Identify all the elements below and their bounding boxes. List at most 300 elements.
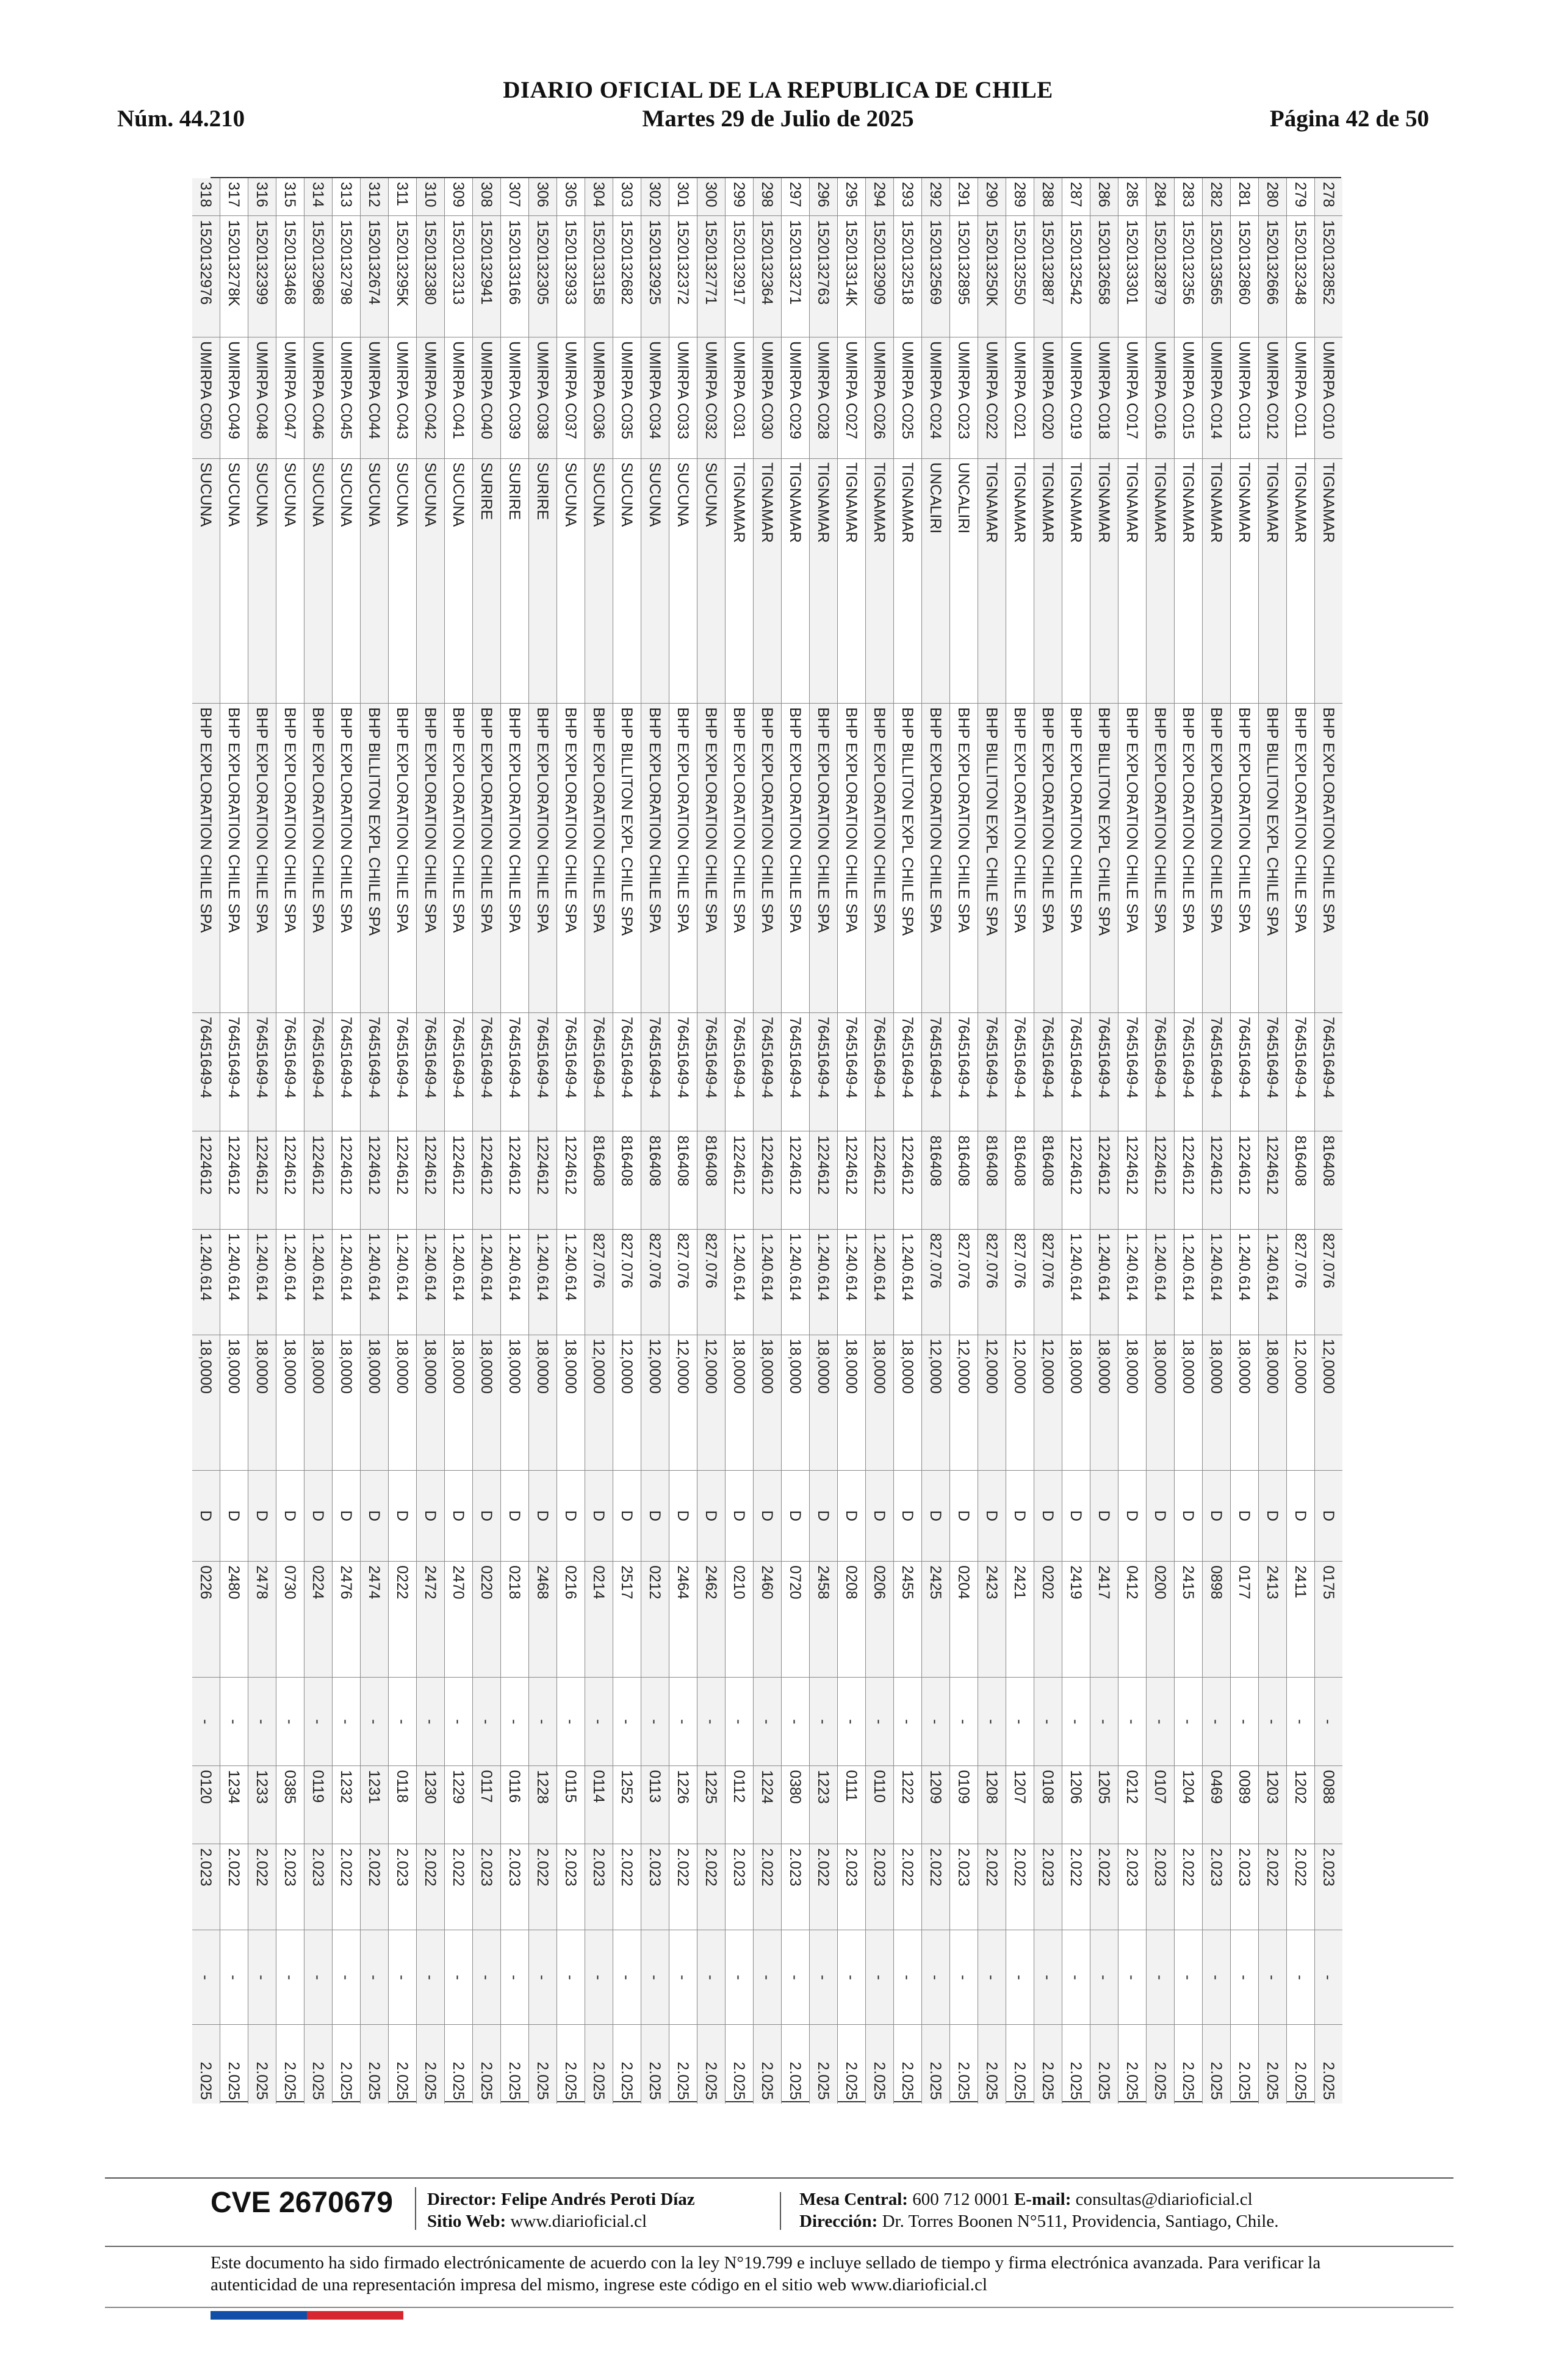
- cell-year-a: 2.022: [1259, 1844, 1287, 1930]
- table-row: [1259, 178, 1287, 2104]
- cell-type-code: D: [866, 1470, 894, 1561]
- cell-row-number: 283: [1175, 178, 1203, 216]
- cell-amount-a: 1224612: [220, 1131, 248, 1229]
- cell-dash-b: -: [333, 1930, 361, 2025]
- cell-owner-name: BHP EXPLORATION CHILE SPA: [1062, 704, 1090, 1013]
- table-row: [1090, 178, 1118, 2104]
- cell-rol-nacional: 1520133166: [501, 216, 529, 337]
- cell-concession-name: UMIRPA C033: [669, 337, 697, 459]
- cell-number-b: 1252: [613, 1766, 641, 1844]
- cell-number-b: 1228: [529, 1766, 557, 1844]
- cell-rol-nacional: 1520132364: [754, 216, 782, 337]
- cell-owner-rut: 76451649-4: [810, 1013, 838, 1131]
- cell-year-a: 2.023: [1203, 1844, 1231, 1930]
- cell-concession-name: UMIRPA C020: [1034, 337, 1062, 459]
- cell-year-b: 2.025: [866, 2025, 894, 2104]
- cell-amount-b: 1.240.614: [248, 1229, 276, 1335]
- cell-type-code: D: [726, 1470, 754, 1561]
- cell-type-code: D: [1062, 1470, 1090, 1561]
- cell-rol-nacional: 1520132941: [473, 216, 501, 337]
- cell-concession-name: UMIRPA C039: [501, 337, 529, 459]
- cell-dash-b: -: [641, 1930, 669, 2025]
- cell-number-b: 1208: [978, 1766, 1006, 1844]
- cell-owner-name: BHP EXPLORATION CHILE SPA: [1287, 704, 1315, 1013]
- cell-rol-nacional: 1520132313: [445, 216, 473, 337]
- cell-owner-rut: 76451649-4: [866, 1013, 894, 1131]
- cell-row-number: 293: [894, 178, 922, 216]
- cell-year-a: 2.023: [1231, 1844, 1259, 1930]
- cell-year-a: 2.022: [417, 1844, 445, 1930]
- cell-amount-a: 816408: [669, 1131, 697, 1229]
- table-row: [529, 178, 557, 2104]
- table-row: [782, 178, 810, 2104]
- cell-rate: 12,0000: [613, 1335, 641, 1470]
- cell-dash-a: -: [950, 1678, 978, 1766]
- cell-year-b: 2.025: [1147, 2025, 1175, 2104]
- cell-amount-b: 1.240.614: [838, 1229, 866, 1335]
- cell-dash-a: -: [192, 1678, 220, 1766]
- cell-row-number: 286: [1090, 178, 1118, 216]
- cell-year-a: 2.022: [1006, 1844, 1034, 1930]
- page-number: Página 42 de 50: [1269, 106, 1429, 132]
- cell-rate: 18,0000: [866, 1335, 894, 1470]
- cell-rol-nacional: 1520133565: [1203, 216, 1231, 337]
- cell-dash-a: -: [1006, 1678, 1034, 1766]
- cell-rol-nacional: 1520132968: [304, 216, 333, 337]
- cell-owner-name: BHP EXPLORATION CHILE SPA: [950, 704, 978, 1013]
- cell-rate: 18,0000: [1062, 1335, 1090, 1470]
- cell-number-a: 2415: [1175, 1562, 1203, 1678]
- cell-rate: 12,0000: [1287, 1335, 1315, 1470]
- cell-comuna: TIGNAMAR: [810, 458, 838, 703]
- cell-owner-rut: 76451649-4: [389, 1013, 417, 1131]
- cell-amount-a: 1224612: [754, 1131, 782, 1229]
- cell-dash-b: -: [810, 1930, 838, 2025]
- cell-concession-name: UMIRPA C036: [585, 337, 613, 459]
- cell-amount-a: 1224612: [866, 1131, 894, 1229]
- cell-comuna: SUCUNA: [417, 458, 445, 703]
- cell-type-code: D: [978, 1470, 1006, 1561]
- footer-separator: [415, 2187, 416, 2230]
- cell-year-a: 2.022: [669, 1844, 697, 1930]
- cell-owner-name: BHP EXPLORATION CHILE SPA: [248, 704, 276, 1013]
- cell-owner-name: BHP BILLITON EXPL CHILE SPA: [1259, 704, 1287, 1013]
- cell-rate: 18,0000: [838, 1335, 866, 1470]
- cell-amount-b: 1.240.614: [473, 1229, 501, 1335]
- cell-row-number: 298: [754, 178, 782, 216]
- cell-year-b: 2.025: [333, 2025, 361, 2104]
- cell-amount-b: 1.240.614: [333, 1229, 361, 1335]
- cell-number-a: 0200: [1147, 1562, 1175, 1678]
- cell-amount-a: 816408: [922, 1131, 950, 1229]
- cell-year-b: 2.025: [1118, 2025, 1147, 2104]
- cell-owner-name: BHP EXPLORATION CHILE SPA: [810, 704, 838, 1013]
- cell-year-b: 2.025: [361, 2025, 389, 2104]
- cell-year-b: 2.025: [726, 2025, 754, 2104]
- cell-comuna: SUCUNA: [248, 458, 276, 703]
- cell-number-a: 2480: [220, 1562, 248, 1678]
- cell-row-number: 308: [473, 178, 501, 216]
- cell-type-code: D: [220, 1470, 248, 1561]
- cell-concession-name: UMIRPA C021: [1006, 337, 1034, 459]
- cell-year-b: 2.025: [1203, 2025, 1231, 2104]
- table-row: [1034, 178, 1062, 2104]
- cell-concession-name: UMIRPA C028: [810, 337, 838, 459]
- cell-rol-nacional: 152013314K: [838, 216, 866, 337]
- cell-year-a: 2.023: [389, 1844, 417, 1930]
- cell-row-number: 311: [389, 178, 417, 216]
- cell-owner-rut: 76451649-4: [417, 1013, 445, 1131]
- cell-owner-name: BHP EXPLORATION CHILE SPA: [501, 704, 529, 1013]
- cell-dash-b: -: [1287, 1930, 1315, 2025]
- cell-owner-rut: 76451649-4: [1175, 1013, 1203, 1131]
- cell-concession-name: UMIRPA C043: [389, 337, 417, 459]
- cell-year-b: 2.025: [1315, 2025, 1343, 2104]
- cell-comuna: TIGNAMAR: [1259, 458, 1287, 703]
- cell-owner-rut: 76451649-4: [192, 1013, 220, 1131]
- cell-number-b: 1207: [1006, 1766, 1034, 1844]
- cell-number-b: 0117: [473, 1766, 501, 1844]
- cell-owner-rut: 76451649-4: [304, 1013, 333, 1131]
- cell-amount-b: 1.240.614: [1259, 1229, 1287, 1335]
- cell-year-a: 2.023: [304, 1844, 333, 1930]
- cell-type-code: D: [641, 1470, 669, 1561]
- cell-amount-b: 1.240.614: [361, 1229, 389, 1335]
- table-row: [726, 178, 754, 2104]
- cell-row-number: 297: [782, 178, 810, 216]
- cell-amount-a: 1224612: [1259, 1131, 1287, 1229]
- cell-rate: 18,0000: [501, 1335, 529, 1470]
- cell-number-a: 0720: [782, 1562, 810, 1678]
- cell-amount-b: 1.240.614: [1118, 1229, 1147, 1335]
- cell-owner-name: BHP EXPLORATION CHILE SPA: [192, 704, 220, 1013]
- cell-type-code: D: [248, 1470, 276, 1561]
- cell-owner-name: BHP BILLITON EXPL CHILE SPA: [894, 704, 922, 1013]
- cell-dash-a: -: [782, 1678, 810, 1766]
- cell-amount-a: 816408: [1006, 1131, 1034, 1229]
- table-row: [501, 178, 529, 2104]
- cell-owner-rut: 76451649-4: [1315, 1013, 1343, 1131]
- cell-owner-name: BHP EXPLORATION CHILE SPA: [697, 704, 726, 1013]
- cell-comuna: TIGNAMAR: [1118, 458, 1147, 703]
- cell-owner-name: BHP EXPLORATION CHILE SPA: [1175, 704, 1203, 1013]
- cell-owner-rut: 76451649-4: [782, 1013, 810, 1131]
- cell-rol-nacional: 1520132763: [810, 216, 838, 337]
- cell-type-code: D: [501, 1470, 529, 1561]
- cell-owner-name: BHP EXPLORATION CHILE SPA: [1034, 704, 1062, 1013]
- cell-comuna: SUCUNA: [697, 458, 726, 703]
- cell-dash-a: -: [1287, 1678, 1315, 1766]
- cell-amount-b: 827.076: [1315, 1229, 1343, 1335]
- table-row: [641, 178, 669, 2104]
- cell-type-code: D: [922, 1470, 950, 1561]
- cell-dash-a: -: [1034, 1678, 1062, 1766]
- cell-dash-a: -: [585, 1678, 613, 1766]
- cell-owner-rut: 76451649-4: [361, 1013, 389, 1131]
- cell-row-number: 310: [417, 178, 445, 216]
- cell-rol-nacional: 1520132348: [1287, 216, 1315, 337]
- cell-number-b: 0380: [782, 1766, 810, 1844]
- cell-amount-a: 1224612: [838, 1131, 866, 1229]
- cell-owner-name: BHP EXPLORATION CHILE SPA: [333, 704, 361, 1013]
- cell-number-b: 0120: [192, 1766, 220, 1844]
- cell-number-a: 0218: [501, 1562, 529, 1678]
- cell-comuna: TIGNAMAR: [782, 458, 810, 703]
- cell-owner-name: BHP EXPLORATION CHILE SPA: [866, 704, 894, 1013]
- cell-year-b: 2.025: [445, 2025, 473, 2104]
- verification-notice: Este documento ha sido firmado electrónicamente de acuerdo con la ley N°19.799 e incluye sellado de tiempo y firma electrónica avanzada. Para verificar la autenticidad de una representación impresa del mismo, ingrese este código en el sitio web www.diarioficial.cl: [211, 2253, 1321, 2295]
- cell-number-a: 2472: [417, 1562, 445, 1678]
- cell-owner-rut: 76451649-4: [333, 1013, 361, 1131]
- cell-comuna: SUCUNA: [613, 458, 641, 703]
- table-row: [1315, 178, 1343, 2104]
- cell-amount-b: 1.240.614: [192, 1229, 220, 1335]
- cell-year-a: 2.022: [894, 1844, 922, 1930]
- cell-concession-name: UMIRPA C012: [1259, 337, 1287, 459]
- cell-number-a: 2425: [922, 1562, 950, 1678]
- cell-dash-a: -: [669, 1678, 697, 1766]
- cell-year-a: 2.022: [248, 1844, 276, 1930]
- cell-year-a: 2.022: [922, 1844, 950, 1930]
- cell-comuna: SUCUNA: [669, 458, 697, 703]
- cell-number-b: 0089: [1231, 1766, 1259, 1844]
- cell-year-b: 2.025: [838, 2025, 866, 2104]
- cell-owner-name: BHP BILLITON EXPL CHILE SPA: [978, 704, 1006, 1013]
- cell-rol-nacional: 1520132976: [192, 216, 220, 337]
- table-row: [894, 178, 922, 2104]
- cell-row-number: 301: [669, 178, 697, 216]
- cell-amount-a: 1224612: [304, 1131, 333, 1229]
- cell-owner-rut: 76451649-4: [1090, 1013, 1118, 1131]
- cell-rol-nacional: 1520133468: [276, 216, 304, 337]
- cell-concession-name: UMIRPA C018: [1090, 337, 1118, 459]
- cell-dash-a: -: [304, 1678, 333, 1766]
- cell-year-b: 2.025: [192, 2025, 220, 2104]
- cell-owner-name: BHP EXPLORATION CHILE SPA: [1006, 704, 1034, 1013]
- website-label: Sitio Web:: [427, 2212, 506, 2231]
- cell-year-a: 2.022: [445, 1844, 473, 1930]
- cell-dash-b: -: [669, 1930, 697, 2025]
- cell-rate: 18,0000: [276, 1335, 304, 1470]
- table-row: [276, 178, 304, 2104]
- website-link[interactable]: www.diarioficial.cl: [510, 2212, 647, 2231]
- cell-number-b: 1202: [1287, 1766, 1315, 1844]
- cell-amount-a: 1224612: [1175, 1131, 1203, 1229]
- issue-date: Martes 29 de Julio de 2025: [642, 106, 914, 132]
- cell-amount-a: 1224612: [1203, 1131, 1231, 1229]
- cell-amount-b: 1.240.614: [529, 1229, 557, 1335]
- cell-comuna: SUCUNA: [192, 458, 220, 703]
- cell-owner-name: BHP EXPLORATION CHILE SPA: [1147, 704, 1175, 1013]
- cell-amount-b: 827.076: [1034, 1229, 1062, 1335]
- cell-rate: 18,0000: [810, 1335, 838, 1470]
- cell-comuna: TIGNAMAR: [1090, 458, 1118, 703]
- cell-dash-b: -: [697, 1930, 726, 2025]
- cell-type-code: D: [669, 1470, 697, 1561]
- table-row: [669, 178, 697, 2104]
- cell-dash-a: -: [1315, 1678, 1343, 1766]
- cell-owner-name: BHP EXPLORATION CHILE SPA: [641, 704, 669, 1013]
- cell-comuna: TIGNAMAR: [1287, 458, 1315, 703]
- cell-rate: 18,0000: [726, 1335, 754, 1470]
- address-label: Dirección:: [799, 2212, 878, 2231]
- cell-year-b: 2.025: [1006, 2025, 1034, 2104]
- cell-year-b: 2.025: [613, 2025, 641, 2104]
- cell-comuna: SUCUNA: [641, 458, 669, 703]
- cell-year-a: 2.022: [810, 1844, 838, 1930]
- cell-row-number: 282: [1203, 178, 1231, 216]
- cell-type-code: D: [445, 1470, 473, 1561]
- cell-amount-b: 1.240.614: [894, 1229, 922, 1335]
- cell-concession-name: UMIRPA C032: [697, 337, 726, 459]
- cell-type-code: D: [697, 1470, 726, 1561]
- cell-rol-nacional: 1520132666: [1259, 216, 1287, 337]
- cell-year-a: 2.023: [1315, 1844, 1343, 1930]
- cell-comuna: UNCALIRI: [922, 458, 950, 703]
- cell-concession-name: UMIRPA C029: [782, 337, 810, 459]
- cell-year-b: 2.025: [782, 2025, 810, 2104]
- cell-dash-b: -: [1006, 1930, 1034, 2025]
- cell-dash-b: -: [304, 1930, 333, 2025]
- cell-amount-b: 827.076: [669, 1229, 697, 1335]
- cell-rol-nacional: 1520133158: [585, 216, 613, 337]
- cell-year-b: 2.025: [220, 2025, 248, 2104]
- cell-concession-name: UMIRPA C049: [220, 337, 248, 459]
- cell-comuna: SURIRE: [529, 458, 557, 703]
- cell-amount-b: 827.076: [641, 1229, 669, 1335]
- cell-rate: 12,0000: [585, 1335, 613, 1470]
- cell-number-b: 1229: [445, 1766, 473, 1844]
- email-link[interactable]: consultas@diarioficial.cl: [1075, 2190, 1253, 2209]
- cell-year-b: 2.025: [473, 2025, 501, 2104]
- cell-number-b: 0109: [950, 1766, 978, 1844]
- cell-concession-name: UMIRPA C031: [726, 337, 754, 459]
- cell-amount-a: 816408: [697, 1131, 726, 1229]
- table-row: [473, 178, 501, 2104]
- cell-owner-rut: 76451649-4: [1006, 1013, 1034, 1131]
- cell-rate: 18,0000: [1231, 1335, 1259, 1470]
- cell-rol-nacional: 1520132658: [1090, 216, 1118, 337]
- cell-comuna: TIGNAMAR: [838, 458, 866, 703]
- cell-rol-nacional: 1520132798: [333, 216, 361, 337]
- cell-year-b: 2.025: [276, 2025, 304, 2104]
- table-row: [1006, 178, 1034, 2104]
- cell-comuna: TIGNAMAR: [1203, 458, 1231, 703]
- cell-dash-a: -: [838, 1678, 866, 1766]
- cell-owner-rut: 76451649-4: [894, 1013, 922, 1131]
- cell-year-b: 2.025: [557, 2025, 585, 2104]
- cell-dash-b: -: [248, 1930, 276, 2025]
- cell-rate: 12,0000: [697, 1335, 726, 1470]
- cell-comuna: TIGNAMAR: [754, 458, 782, 703]
- cell-amount-b: 1.240.614: [1175, 1229, 1203, 1335]
- cell-number-b: 0110: [866, 1766, 894, 1844]
- cell-year-a: 2.022: [697, 1844, 726, 1930]
- cell-row-number: 295: [838, 178, 866, 216]
- cell-year-a: 2.023: [192, 1844, 220, 1930]
- table-row: [1203, 178, 1231, 2104]
- cell-amount-a: 1224612: [529, 1131, 557, 1229]
- cell-number-b: 1209: [922, 1766, 950, 1844]
- table-row: [417, 178, 445, 2104]
- cell-owner-rut: 76451649-4: [276, 1013, 304, 1131]
- cell-number-a: 0412: [1118, 1562, 1147, 1678]
- director-line: [427, 2188, 695, 2210]
- cell-dash-a: -: [978, 1678, 1006, 1766]
- cell-number-a: 2464: [669, 1562, 697, 1678]
- table-row: [950, 178, 978, 2104]
- cell-type-code: D: [304, 1470, 333, 1561]
- cell-amount-a: 1224612: [389, 1131, 417, 1229]
- cell-concession-name: UMIRPA C040: [473, 337, 501, 459]
- cell-rol-nacional: 1520132933: [557, 216, 585, 337]
- cell-number-a: 0210: [726, 1562, 754, 1678]
- table-row: [192, 178, 220, 2104]
- cell-dash-a: -: [473, 1678, 501, 1766]
- cell-rate: 12,0000: [1006, 1335, 1034, 1470]
- cell-year-b: 2.025: [1231, 2025, 1259, 2104]
- cell-concession-name: UMIRPA C047: [276, 337, 304, 459]
- cell-rol-nacional: 152013250K: [978, 216, 1006, 337]
- cell-dash-b: -: [866, 1930, 894, 2025]
- cell-owner-rut: 76451649-4: [1287, 1013, 1315, 1131]
- cell-dash-a: -: [276, 1678, 304, 1766]
- cell-year-b: 2.025: [669, 2025, 697, 2104]
- cell-comuna: TIGNAMAR: [1006, 458, 1034, 703]
- cell-rol-nacional: 1520132879: [1147, 216, 1175, 337]
- cell-number-a: 2419: [1062, 1562, 1090, 1678]
- cell-rate: 12,0000: [669, 1335, 697, 1470]
- cell-amount-a: 1224612: [810, 1131, 838, 1229]
- cell-year-b: 2.025: [1259, 2025, 1287, 2104]
- cell-number-b: 0115: [557, 1766, 585, 1844]
- cell-owner-rut: 76451649-4: [669, 1013, 697, 1131]
- address-value: Dr. Torres Boonen N°511, Providencia, Santiago, Chile.: [882, 2212, 1279, 2231]
- cell-year-a: 2.023: [276, 1844, 304, 1930]
- cell-comuna: SURIRE: [501, 458, 529, 703]
- cell-comuna: TIGNAMAR: [726, 458, 754, 703]
- cell-number-b: 0116: [501, 1766, 529, 1844]
- cell-dash-b: -: [894, 1930, 922, 2025]
- cell-owner-rut: 76451649-4: [1147, 1013, 1175, 1131]
- cell-owner-rut: 76451649-4: [978, 1013, 1006, 1131]
- cell-amount-b: 1.240.614: [389, 1229, 417, 1335]
- cell-rol-nacional: 152013278K: [220, 216, 248, 337]
- cell-rate: 18,0000: [782, 1335, 810, 1470]
- cell-number-b: 0212: [1118, 1766, 1147, 1844]
- cell-number-b: 1204: [1175, 1766, 1203, 1844]
- cell-type-code: D: [1259, 1470, 1287, 1561]
- cell-type-code: D: [1175, 1470, 1203, 1561]
- cell-number-a: 2474: [361, 1562, 389, 1678]
- cell-owner-rut: 76451649-4: [613, 1013, 641, 1131]
- cell-owner-rut: 76451649-4: [473, 1013, 501, 1131]
- cell-year-a: 2.022: [1287, 1844, 1315, 1930]
- cell-owner-name: BHP EXPLORATION CHILE SPA: [782, 704, 810, 1013]
- cell-row-number: 318: [192, 178, 220, 216]
- cell-rol-nacional: 1520132380: [417, 216, 445, 337]
- cell-number-b: 0118: [389, 1766, 417, 1844]
- cell-owner-rut: 76451649-4: [529, 1013, 557, 1131]
- cell-dash-a: -: [1259, 1678, 1287, 1766]
- cell-comuna: TIGNAMAR: [894, 458, 922, 703]
- cell-rol-nacional: 1520132917: [726, 216, 754, 337]
- cell-row-number: 284: [1147, 178, 1175, 216]
- cell-year-b: 2.025: [641, 2025, 669, 2104]
- cell-owner-name: BHP EXPLORATION CHILE SPA: [922, 704, 950, 1013]
- cell-dash-a: -: [417, 1678, 445, 1766]
- cell-amount-b: 1.240.614: [417, 1229, 445, 1335]
